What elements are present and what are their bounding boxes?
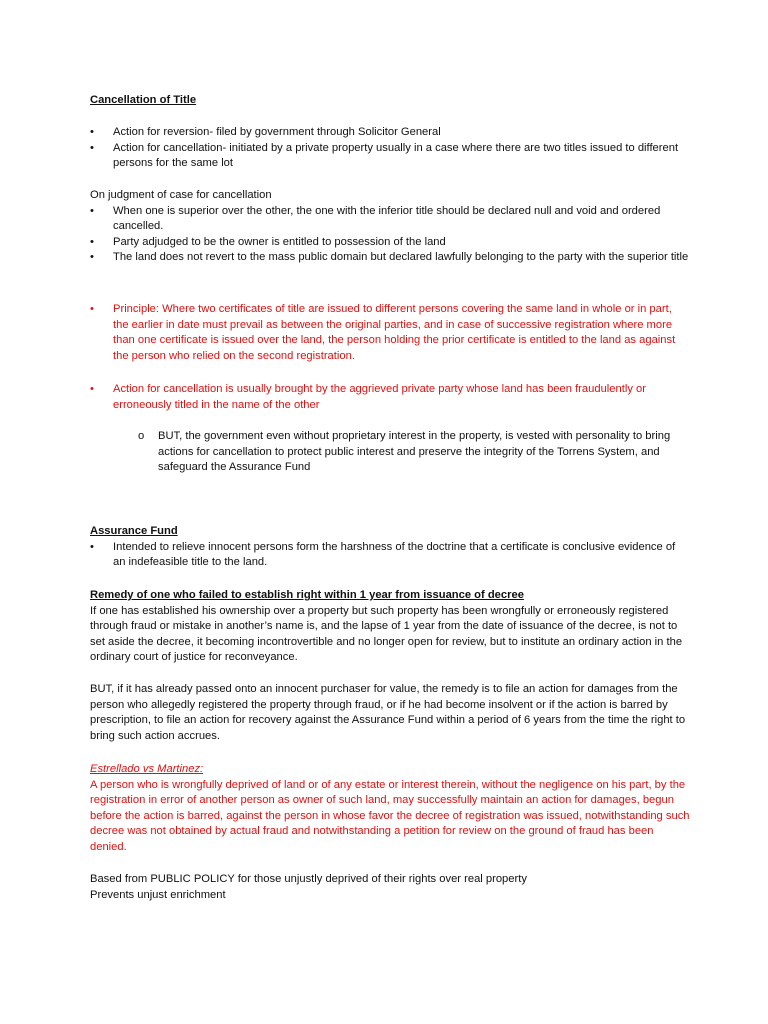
principle-bullet: • Principle: Where two certificates of title are issued to different persons covering the same land in whole or in part, the earlier in date must prevail as between the original parties, and in case of successive registration where more than one certificate is issued over the land, the person holding the prior certificate is entitled to the land as against the person who relied on the second registration. <box>90 302 690 364</box>
aggrieved-bullet: • Action for cancellation is usually brought by the aggrieved private party whose land has been fraudulently or erroneously titled in the name of the other <box>90 382 690 413</box>
case-section <box>90 762 690 856</box>
section-heading-remedy: Remedy of one who failed to establish right within 1 year from issuance of decree <box>90 589 524 601</box>
intro-list <box>90 125 690 172</box>
closing-line-2: Prevents unjust enrichment <box>90 888 226 901</box>
closing-line-1: Based from PUBLIC POLICY for those unjustly deprived of their rights over real property <box>90 873 527 885</box>
aggrieved-section <box>90 382 690 413</box>
judgment-label: On judgment of case for cancellation <box>90 189 272 201</box>
case-body: A person who is wrongfully deprived of land or of any estate or interest therein, without the negligence on his part, by the registration in error of another person as owner of such land, may successfully maintain an action for damages, begun before the action is barred, against the person in whose favor the decree of registration was issued, notwithstanding such decree was not obtained by actual fraud and notwithstanding a petition for review on the ground of fraud has been denied. <box>90 778 690 853</box>
remedy-paragraph-2-block <box>90 682 690 744</box>
remedy-paragraph-2: BUT, if it has already passed onto an innocent purchaser for value, the remedy is to file an action for damages from the person who allegedly registered the property through fraud, or if he had become insolvent or if the action is barred by prescription, to file an action for recovery against the Assurance Fund within a period of 6 years from the time the right to bring such action accrues. <box>90 683 686 742</box>
section-heading-cancellation: Cancellation of Title <box>90 94 197 106</box>
remedy-paragraph-1: If one has established his ownership over a property but such property has been wrongfully or erroneously registered through fraud or mistake in another’s name is, and the lapse of 1 year from the date of issuance of the decree, is not to set aside the decree, it becoming incontrovertible and no longer open for review, but to institute an ordinary action in the ordinary court of justice for reconveyance. <box>90 604 683 664</box>
closing-section <box>90 872 690 903</box>
case-title: Estrellado vs Martinez: <box>90 763 204 775</box>
assurance-fund-section <box>90 524 690 571</box>
sub-bullet: o BUT, the government even without proprietary interest in the property, is vested with personality to bring actions for cancellation to protect public interest and preserve the integrity of the Torrens System, and safeguard the Assurance Fund <box>134 429 674 476</box>
list-item: • Action for cancellation- initiated by a private property usually in a case where there are two titles issued to different persons for the same lot <box>90 141 690 172</box>
sub-list <box>134 429 674 476</box>
section-heading-assurance: Assurance Fund <box>90 525 178 537</box>
remedy-section <box>90 588 690 666</box>
list-item: • The land does not revert to the mass public domain but declared lawfully belonging to the party with the superior title <box>90 250 690 266</box>
list-item: • Action for reversion- filed by government through Solicitor General <box>90 125 690 141</box>
principle-section <box>90 302 690 364</box>
list-item: • Party adjudged to be the owner is entitled to possession of the land <box>90 235 690 251</box>
judgment-section <box>90 188 690 266</box>
page-title <box>90 93 690 109</box>
list-item: • Intended to relieve innocent persons form the harshness of the doctrine that a certificate is conclusive evidence of an indefeasible title to the land. <box>90 540 690 571</box>
list-item: • When one is superior over the other, the one with the inferior title should be declared null and void and ordered cancelled. <box>90 204 690 235</box>
